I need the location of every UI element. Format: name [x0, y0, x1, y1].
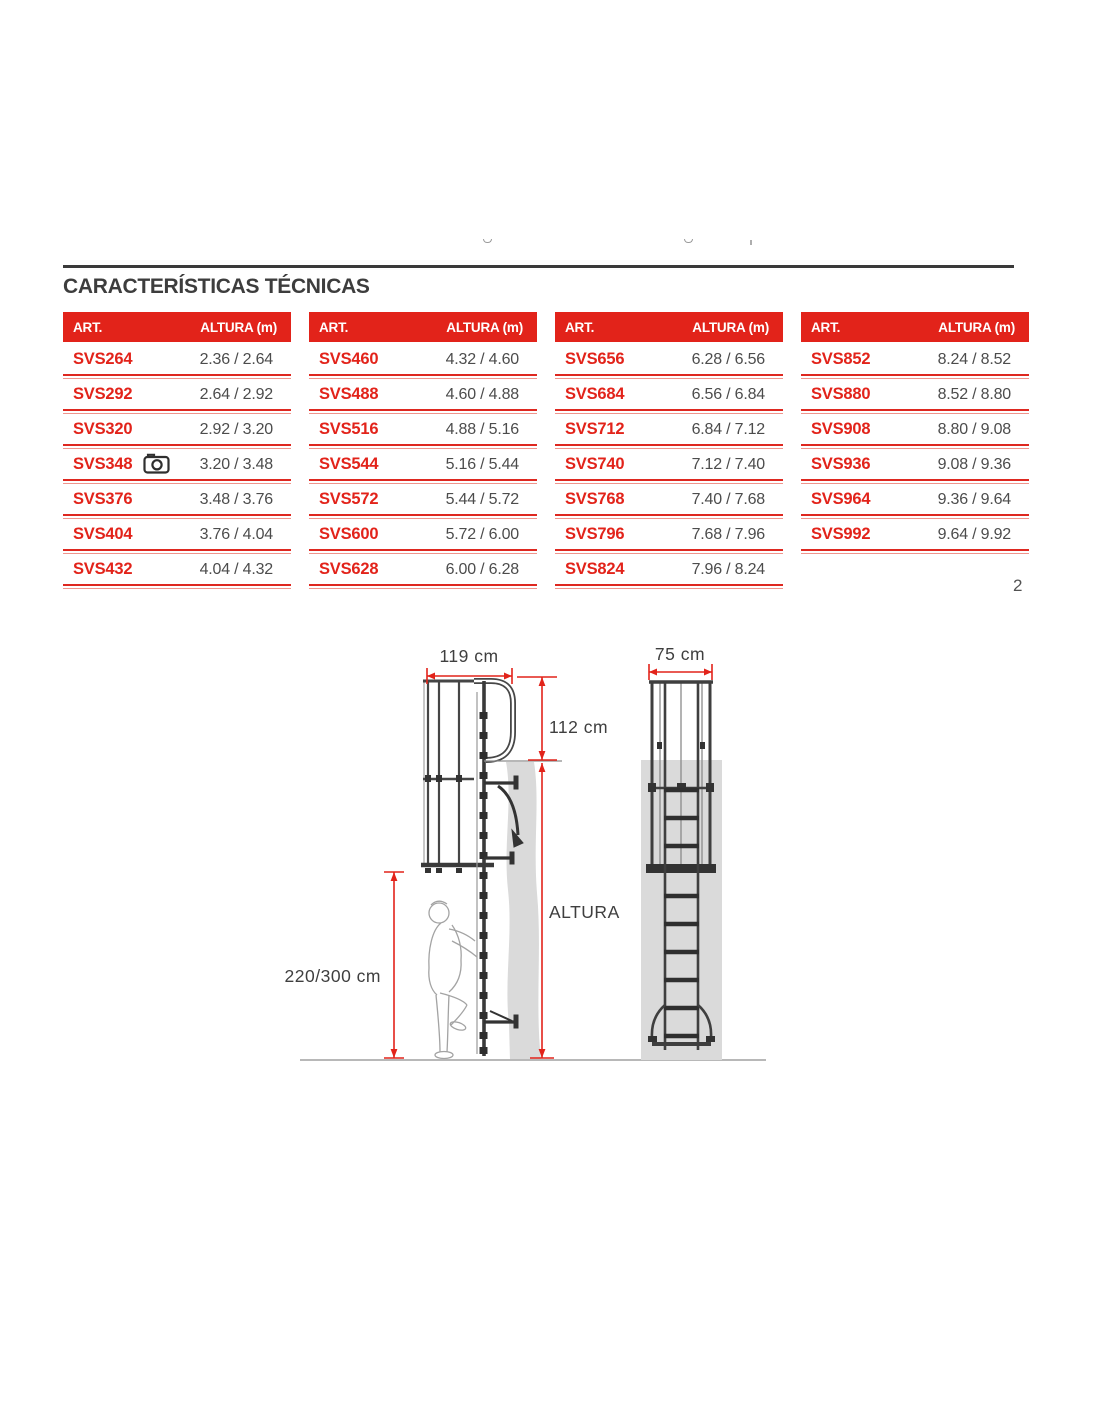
altura-value: 5.16 / 5.44 — [445, 455, 519, 473]
table-body — [63, 345, 291, 590]
altura-value: 8.80 / 9.08 — [937, 420, 1011, 438]
table-row — [63, 345, 291, 380]
cropped-text-remnant — [684, 239, 693, 243]
article-code: SVS824 — [565, 560, 625, 578]
table-row — [63, 415, 291, 450]
col-art-label: ART. — [811, 319, 841, 335]
col-art-label: ART. — [565, 319, 595, 335]
article-code: SVS376 — [73, 490, 133, 508]
table-row — [555, 415, 783, 450]
table-row — [555, 380, 783, 415]
dimension-220-300 — [384, 872, 404, 1058]
table-row — [309, 555, 537, 590]
table-row — [801, 485, 1029, 520]
col-altura-label: ALTURA (m) — [446, 319, 523, 335]
table-row — [555, 450, 783, 485]
article-code: SVS348 — [73, 455, 133, 473]
table-row — [801, 380, 1029, 415]
dimension-label-width-side: 119 cm — [439, 646, 499, 666]
altura-value: 4.04 / 4.32 — [199, 560, 273, 578]
article-code: SVS964 — [811, 490, 871, 508]
table-row — [309, 380, 537, 415]
altura-value: 6.56 / 6.84 — [691, 385, 765, 403]
table-row — [63, 450, 291, 485]
dimension-75 — [649, 664, 712, 680]
altura-value: 6.00 / 6.28 — [445, 560, 519, 578]
col-altura-label: ALTURA (m) — [692, 319, 769, 335]
section-title: CARACTERÍSTICAS TÉCNICAS — [63, 275, 370, 298]
person-figure — [429, 901, 477, 1058]
table-header — [63, 312, 291, 342]
article-code: SVS992 — [811, 525, 871, 543]
article-code: SVS684 — [565, 385, 625, 403]
altura-value: 2.64 / 2.92 — [199, 385, 273, 403]
table-row — [801, 345, 1029, 380]
article-code: SVS572 — [319, 490, 379, 508]
article-code: SVS712 — [565, 420, 625, 438]
table-row — [309, 450, 537, 485]
article-code: SVS544 — [319, 455, 379, 473]
spec-table — [309, 312, 537, 590]
table-body — [309, 345, 537, 590]
altura-value: 4.32 / 4.60 — [445, 350, 519, 368]
table-row — [555, 520, 783, 555]
altura-value: 6.84 / 7.12 — [691, 420, 765, 438]
article-code: SVS796 — [565, 525, 625, 543]
altura-value: 3.76 / 4.04 — [199, 525, 273, 543]
altura-value: 7.12 / 7.40 — [691, 455, 765, 473]
altura-value: 7.40 / 7.68 — [691, 490, 765, 508]
table-row — [555, 345, 783, 380]
article-code: SVS768 — [565, 490, 625, 508]
article-code: SVS320 — [73, 420, 133, 438]
table-header — [555, 312, 783, 342]
table-header — [801, 312, 1029, 342]
altura-value: 7.96 / 8.24 — [691, 560, 765, 578]
dimension-label-top-extension: 112 cm — [549, 717, 609, 737]
altura-value: 2.92 / 3.20 — [199, 420, 273, 438]
table-row — [309, 415, 537, 450]
wall-side-shape — [506, 762, 541, 1060]
technical-drawing — [260, 634, 800, 1080]
cropped-text-remnant — [750, 240, 752, 245]
altura-value: 6.28 / 6.56 — [691, 350, 765, 368]
altura-value: 4.88 / 5.16 — [445, 420, 519, 438]
section-divider-rule — [63, 265, 1014, 268]
table-row — [801, 520, 1029, 555]
article-code: SVS264 — [73, 350, 133, 368]
article-code: SVS740 — [565, 455, 625, 473]
table-row — [309, 520, 537, 555]
altura-value: 9.08 / 9.36 — [937, 455, 1011, 473]
table-row — [309, 485, 537, 520]
article-code: SVS488 — [319, 385, 379, 403]
table-row — [63, 555, 291, 590]
table-row — [801, 415, 1029, 450]
altura-value: 2.36 / 2.64 — [199, 350, 273, 368]
dimension-label-height: ALTURA — [549, 902, 620, 922]
table-row — [801, 450, 1029, 485]
article-code: SVS600 — [319, 525, 379, 543]
camera-icon — [143, 453, 170, 474]
altura-value: 8.52 / 8.80 — [937, 385, 1011, 403]
article-code: SVS516 — [319, 420, 379, 438]
altura-value: 7.68 / 7.96 — [691, 525, 765, 543]
dimension-label-width-front: 75 cm — [654, 644, 706, 664]
col-art-label: ART. — [73, 319, 103, 335]
spec-tables — [63, 312, 1029, 590]
ladder-side — [477, 681, 488, 1056]
article-code: SVS936 — [811, 455, 871, 473]
table-body — [801, 345, 1029, 555]
altura-value: 5.72 / 6.00 — [445, 525, 519, 543]
article-code: SVS628 — [319, 560, 379, 578]
table-row — [63, 380, 291, 415]
table-row — [309, 345, 537, 380]
spec-table — [63, 312, 291, 590]
page-number: 2 — [1013, 576, 1023, 595]
col-art-label: ART. — [319, 319, 349, 335]
table-body — [555, 345, 783, 590]
handrail-hook — [474, 681, 513, 760]
altura-value: 8.24 / 8.52 — [937, 350, 1011, 368]
table-row — [555, 485, 783, 520]
spec-table — [801, 312, 1029, 590]
spec-table — [555, 312, 783, 590]
table-row — [63, 520, 291, 555]
altura-value: 5.44 / 5.72 — [445, 490, 519, 508]
cropped-text-remnant — [483, 239, 492, 243]
altura-value: 4.60 / 4.88 — [445, 385, 519, 403]
table-row — [555, 555, 783, 590]
cage-side-connectors — [425, 775, 462, 873]
article-code: SVS908 — [811, 420, 871, 438]
altura-value: 9.36 / 9.64 — [937, 490, 1011, 508]
table-row — [63, 485, 291, 520]
table-header — [309, 312, 537, 342]
article-code: SVS404 — [73, 525, 133, 543]
article-code: SVS852 — [811, 350, 871, 368]
altura-value: 3.48 / 3.76 — [199, 490, 273, 508]
dimension-label-lower-section: 220/300 cm — [284, 966, 381, 986]
article-code: SVS292 — [73, 385, 133, 403]
altura-value: 3.20 / 3.48 — [199, 455, 273, 473]
article-code: SVS432 — [73, 560, 133, 578]
article-code: SVS656 — [565, 350, 625, 368]
altura-value: 9.64 / 9.92 — [937, 525, 1011, 543]
col-altura-label: ALTURA (m) — [200, 319, 277, 335]
article-code: SVS880 — [811, 385, 871, 403]
article-code: SVS460 — [319, 350, 379, 368]
col-altura-label: ALTURA (m) — [938, 319, 1015, 335]
